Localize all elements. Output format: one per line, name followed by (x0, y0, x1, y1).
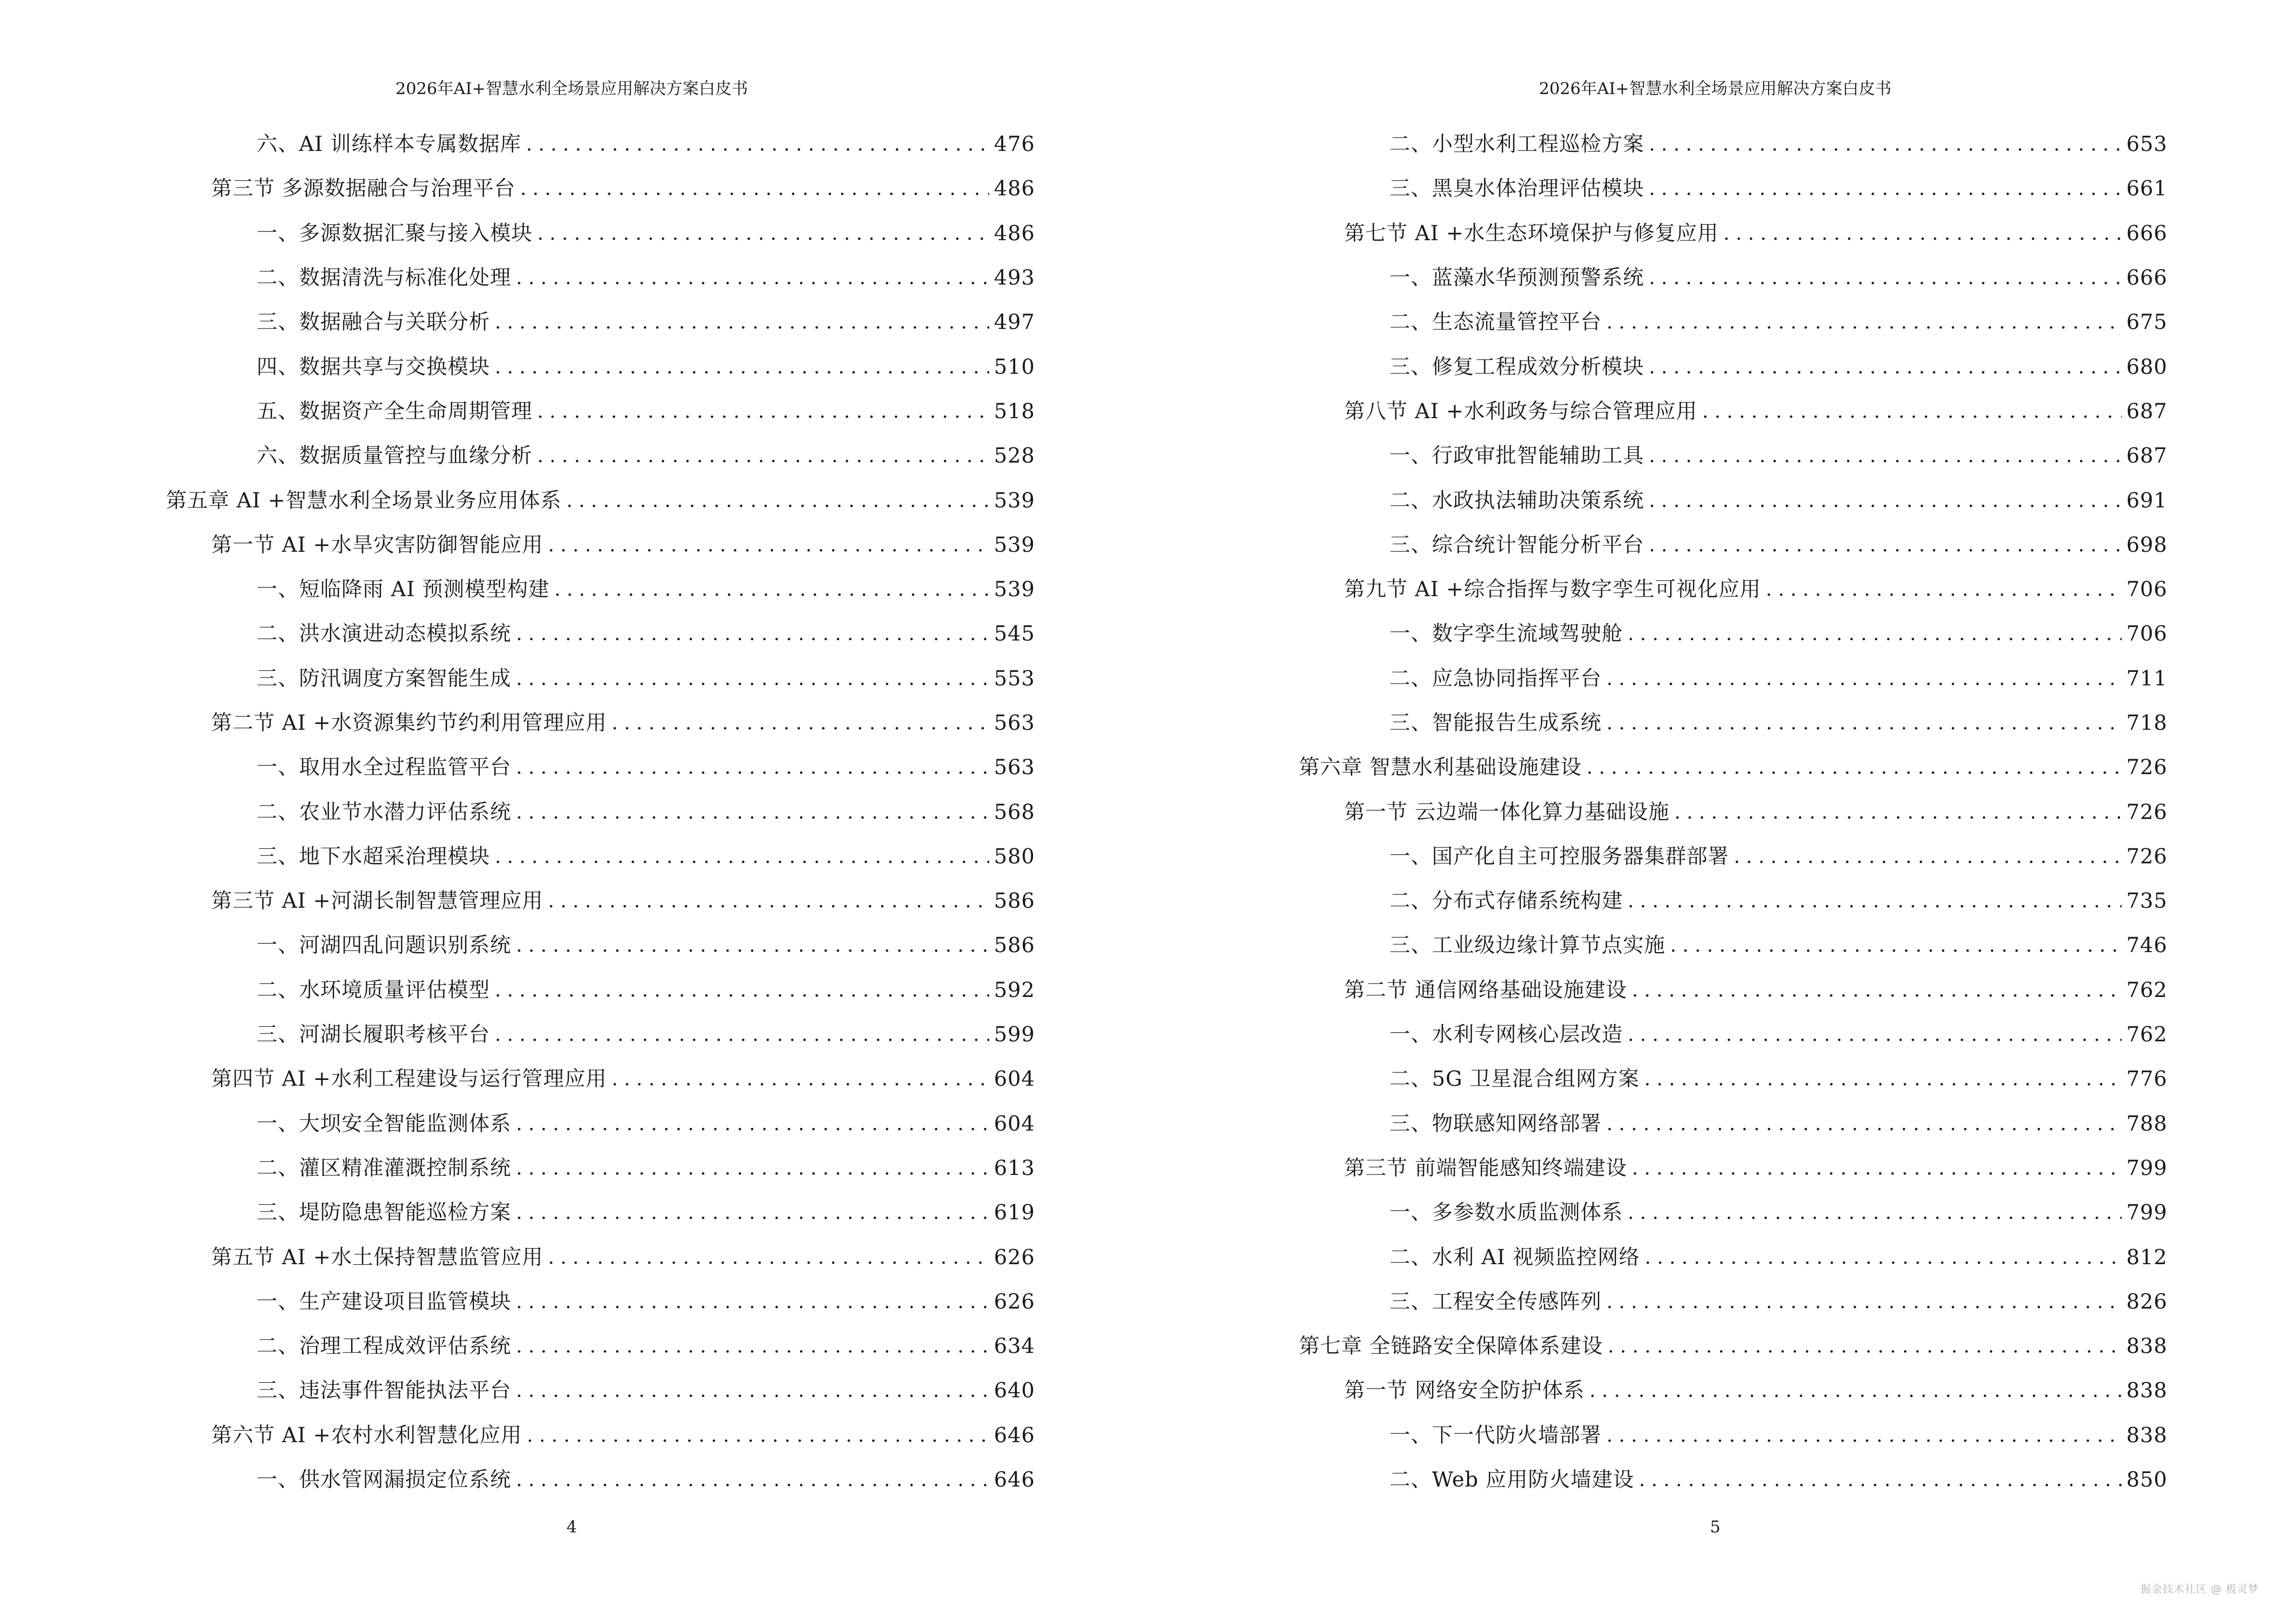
toc-entry-title: 三、堤防隐患智能巡检方案 (257, 1201, 511, 1225)
right-page (1144, 0, 2287, 1624)
dot-leader (495, 355, 989, 380)
toc-entry-page-number: 735 (2126, 889, 2167, 914)
toc-entry-page-number: 539 (994, 577, 1035, 602)
toc-entry[interactable] (1299, 1235, 2167, 1279)
toc-entry-page-number: 653 (2126, 132, 2167, 157)
dot-leader (1632, 978, 2122, 1003)
toc-entry-page-number: 706 (2126, 622, 2167, 646)
toc-entry-title: 第六章 智慧水利基础设施建设 (1299, 755, 1582, 780)
toc-entry[interactable] (166, 968, 1035, 1012)
toc-entry[interactable] (166, 1146, 1035, 1190)
dot-leader (1628, 1022, 2122, 1047)
toc-entry[interactable] (1299, 1458, 2167, 1502)
toc-entry-page-number: 568 (994, 800, 1035, 824)
toc-entry-title: 二、5G 卫星混合组网方案 (1389, 1067, 1640, 1092)
page-number: 4 (566, 1517, 577, 1537)
toc-entry-title: 一、行政审批智能辅助工具 (1389, 444, 1644, 468)
toc-entry[interactable] (166, 612, 1035, 656)
toc-entry[interactable] (166, 1413, 1035, 1458)
dot-leader (1639, 1467, 2122, 1492)
toc-entry[interactable] (166, 790, 1035, 834)
table-of-contents (1299, 122, 2167, 1502)
toc-entry[interactable] (1299, 612, 2167, 656)
toc-entry-title: 一、下一代防火墙部署 (1389, 1423, 1602, 1447)
toc-entry-title: 二、治理工程成效评估系统 (257, 1334, 511, 1359)
dot-leader (566, 488, 989, 513)
toc-entry[interactable] (166, 1190, 1035, 1235)
toc-entry-title: 一、国产化自主可控服务器集群部署 (1389, 844, 1729, 869)
toc-entry-title: 三、河湖长履职考核平台 (257, 1023, 490, 1047)
toc-entry[interactable] (166, 923, 1035, 968)
dot-leader (1606, 1423, 2122, 1448)
toc-entry-page-number: 486 (994, 221, 1035, 246)
toc-entry[interactable] (166, 701, 1035, 745)
toc-entry[interactable] (1299, 1324, 2167, 1368)
toc-entry[interactable] (166, 834, 1035, 879)
toc-entry-page-number: 604 (994, 1067, 1035, 1092)
toc-entry[interactable] (166, 879, 1035, 923)
toc-entry[interactable] (166, 567, 1035, 612)
dot-leader (516, 1156, 989, 1181)
toc-entry[interactable] (1299, 1146, 2167, 1190)
toc-entry-page-number: 604 (994, 1111, 1035, 1136)
toc-entry[interactable] (166, 1368, 1035, 1413)
toc-entry-title: 一、河湖四乱问题识别系统 (257, 933, 511, 958)
dot-leader (516, 933, 989, 958)
toc-entry[interactable] (166, 434, 1035, 478)
toc-entry-title: 第一节 云边端一体化算力基础设施 (1344, 800, 1670, 824)
toc-entry-title: 第七节 AI +水生态环境保护与修复应用 (1344, 221, 1719, 246)
toc-entry[interactable] (1299, 166, 2167, 211)
toc-entry-page-number: 626 (994, 1289, 1035, 1314)
toc-entry[interactable] (1299, 344, 2167, 389)
toc-entry[interactable] (1299, 701, 2167, 745)
toc-entry-title: 二、小型水利工程巡检方案 (1389, 132, 1644, 157)
toc-entry-page-number: 726 (2126, 755, 2167, 780)
toc-entry-title: 一、取用水全过程监管平台 (257, 755, 511, 780)
dot-leader (1606, 310, 2122, 335)
toc-entry-title: 三、物联感知网络部署 (1389, 1111, 1602, 1136)
toc-entry-title: 一、数字孪生流域驾驶舱 (1389, 622, 1623, 646)
toc-entry-page-number: 486 (994, 177, 1035, 201)
toc-entry-page-number: 726 (2126, 844, 2167, 869)
dot-leader (520, 176, 989, 201)
toc-entry-page-number: 586 (994, 933, 1035, 958)
running-header: 2026年AI+智慧水利全场景应用解决方案白皮书 (1539, 79, 1892, 98)
toc-entry-title: 六、AI 训练样本专属数据库 (257, 132, 521, 157)
toc-entry-title: 二、Web 应用防火墙建设 (1389, 1468, 1634, 1492)
toc-entry[interactable] (166, 478, 1035, 522)
toc-entry-page-number: 545 (994, 622, 1035, 646)
toc-entry-title: 三、违法事件智能执法平台 (257, 1378, 511, 1403)
toc-entry[interactable] (1299, 1057, 2167, 1101)
toc-entry[interactable] (166, 745, 1035, 790)
toc-entry[interactable] (1299, 523, 2167, 567)
toc-entry[interactable] (166, 1324, 1035, 1368)
running-header: 2026年AI+智慧水利全场景应用解决方案白皮书 (395, 79, 748, 98)
dot-leader (516, 666, 989, 691)
dot-leader (516, 1111, 989, 1136)
toc-entry-title: 第五章 AI +智慧水利全场景业务应用体系 (166, 488, 562, 513)
toc-entry[interactable] (1299, 256, 2167, 300)
toc-entry[interactable] (166, 1458, 1035, 1502)
dot-leader (1649, 443, 2122, 468)
dot-leader (1670, 933, 2122, 958)
toc-entry-title: 第三节 多源数据融合与治理平台 (211, 177, 516, 201)
dot-leader (495, 1022, 989, 1047)
toc-entry-page-number: 680 (2126, 355, 2167, 379)
toc-entry[interactable] (166, 300, 1035, 344)
dot-leader (1632, 1156, 2122, 1181)
dot-leader (1766, 577, 2122, 602)
toc-entry[interactable] (1299, 1368, 2167, 1413)
toc-entry-page-number: 706 (2126, 577, 2167, 602)
dot-leader (1644, 1066, 2122, 1092)
toc-entry[interactable] (166, 389, 1035, 434)
dot-leader (495, 978, 989, 1003)
dot-leader (1649, 532, 2122, 558)
toc-entry-page-number: 838 (2126, 1334, 2167, 1359)
toc-entry-page-number: 599 (994, 1023, 1035, 1047)
toc-entry-title: 一、大坝安全智能监测体系 (257, 1111, 511, 1136)
toc-entry-title: 第七章 全链路安全保障体系建设 (1299, 1334, 1603, 1359)
dot-leader (1702, 399, 2122, 424)
toc-entry-title: 第六节 AI +农村水利智慧化应用 (211, 1423, 522, 1447)
toc-entry[interactable] (166, 1057, 1035, 1101)
dot-leader (1628, 1200, 2122, 1225)
toc-entry-page-number: 762 (2126, 978, 2167, 1002)
toc-entry-page-number: 539 (994, 532, 1035, 557)
dot-leader (612, 1066, 989, 1092)
toc-entry-title: 第五节 AI +水土保持智慧监管应用 (211, 1245, 544, 1269)
toc-entry-title: 第二节 AI +水资源集约节约利用管理应用 (211, 711, 607, 735)
toc-entry[interactable] (1299, 1280, 2167, 1324)
toc-entry-page-number: 634 (994, 1334, 1035, 1359)
toc-entry[interactable] (1299, 434, 2167, 478)
toc-entry-page-number: 528 (994, 444, 1035, 468)
dot-leader (537, 443, 989, 468)
dot-leader (1590, 1378, 2122, 1403)
toc-entry-title: 一、供水管网漏损定位系统 (257, 1468, 511, 1492)
toc-entry[interactable] (1299, 923, 2167, 968)
toc-entry-page-number: 687 (2126, 444, 2167, 468)
toc-entry-page-number: 799 (2126, 1156, 2167, 1180)
toc-entry-page-number: 518 (994, 399, 1035, 423)
toc-entry-page-number: 776 (2126, 1067, 2167, 1092)
toc-entry-title: 第四节 AI +水利工程建设与运行管理应用 (211, 1067, 607, 1092)
dot-leader (1606, 1111, 2122, 1136)
toc-entry-page-number: 510 (994, 355, 1035, 379)
dot-leader (495, 844, 989, 869)
dot-leader (537, 399, 989, 424)
dot-leader (527, 1423, 989, 1448)
toc-entry-title: 一、蓝藻水华预测预警系统 (1389, 266, 1644, 290)
toc-entry-title: 三、修复工程成效分析模块 (1389, 355, 1644, 379)
toc-entry-page-number: 675 (2126, 310, 2167, 335)
toc-entry-title: 第八节 AI +水利政务与综合管理应用 (1344, 399, 1698, 423)
table-of-contents (166, 122, 1035, 1502)
toc-entry-page-number: 666 (2126, 266, 2167, 290)
toc-entry[interactable] (166, 166, 1035, 211)
toc-entry-title: 二、农业节水潜力评估系统 (257, 800, 511, 824)
toc-entry-page-number: 666 (2126, 221, 2167, 246)
toc-entry-title: 一、多参数水质监测体系 (1389, 1201, 1623, 1225)
dot-leader (548, 888, 989, 914)
toc-entry-title: 第九节 AI +综合指挥与数字孪生可视化应用 (1344, 577, 1761, 602)
toc-entry[interactable] (1299, 389, 2167, 434)
toc-entry-page-number: 691 (2126, 488, 2167, 513)
toc-entry-title: 三、数据融合与关联分析 (257, 310, 490, 335)
toc-entry[interactable] (1299, 834, 2167, 879)
toc-entry-page-number: 493 (994, 266, 1035, 290)
toc-entry-page-number: 661 (2126, 177, 2167, 201)
dot-leader (1649, 176, 2122, 201)
toc-entry[interactable] (1299, 1190, 2167, 1235)
dot-leader (495, 310, 989, 335)
toc-entry-title: 一、多源数据汇聚与接入模块 (257, 221, 532, 246)
dot-leader (1606, 666, 2122, 691)
toc-entry-title: 第一节 网络安全防护体系 (1344, 1378, 1585, 1403)
dot-leader (1734, 844, 2122, 869)
toc-entry[interactable] (1299, 567, 2167, 612)
toc-entry[interactable] (1299, 968, 2167, 1012)
toc-entry[interactable] (1299, 1012, 2167, 1057)
toc-entry-title: 二、灌区精准灌溉控制系统 (257, 1156, 511, 1180)
toc-entry[interactable] (1299, 879, 2167, 923)
toc-entry-title: 六、数据质量管控与血缘分析 (257, 444, 532, 468)
toc-entry-page-number: 762 (2126, 1023, 2167, 1047)
dot-leader (1649, 265, 2122, 290)
toc-entry-page-number: 613 (994, 1156, 1035, 1180)
toc-entry-title: 三、综合统计智能分析平台 (1389, 532, 1644, 557)
toc-entry[interactable] (1299, 1413, 2167, 1458)
dot-leader (1723, 221, 2122, 246)
toc-entry-page-number: 726 (2126, 800, 2167, 824)
dot-leader (516, 265, 989, 290)
toc-entry-page-number: 580 (994, 844, 1035, 869)
toc-entry-page-number: 497 (994, 310, 1035, 335)
toc-entry-title: 第一节 AI +水旱灾害防御智能应用 (211, 532, 544, 557)
toc-entry[interactable] (166, 656, 1035, 701)
toc-entry[interactable] (166, 1235, 1035, 1279)
toc-entry[interactable] (166, 1012, 1035, 1057)
dot-leader (537, 221, 989, 246)
toc-entry-page-number: 850 (2126, 1468, 2167, 1492)
toc-entry-title: 三、防汛调度方案智能生成 (257, 666, 511, 691)
toc-entry-page-number: 646 (994, 1468, 1035, 1492)
toc-entry[interactable] (166, 344, 1035, 389)
dot-leader (1649, 132, 2122, 157)
toc-entry-title: 一、短临降雨 AI 预测模型构建 (257, 577, 550, 602)
toc-entry-title: 三、工业级边缘计算节点实施 (1389, 933, 1665, 958)
toc-entry[interactable] (1299, 745, 2167, 790)
toc-entry[interactable] (166, 1280, 1035, 1324)
toc-entry-page-number: 687 (2126, 399, 2167, 423)
toc-entry-title: 第二节 通信网络基础设施建设 (1344, 978, 1627, 1002)
toc-entry-page-number: 619 (994, 1201, 1035, 1225)
toc-entry[interactable] (1299, 790, 2167, 834)
toc-entry-page-number: 718 (2126, 711, 2167, 735)
toc-entry[interactable] (1299, 656, 2167, 701)
toc-entry[interactable] (166, 523, 1035, 567)
dot-leader (1674, 800, 2122, 825)
page-number: 5 (1710, 1517, 1721, 1537)
toc-entry[interactable] (1299, 478, 2167, 522)
dot-leader (1645, 1245, 2122, 1270)
dot-leader (516, 1200, 989, 1225)
toc-entry-title: 四、数据共享与交换模块 (257, 355, 490, 379)
toc-entry-page-number: 799 (2126, 1201, 2167, 1225)
toc-entry-page-number: 586 (994, 889, 1035, 914)
toc-entry-title: 第三节 AI +河湖长制智慧管理应用 (211, 889, 544, 914)
toc-entry-title: 二、洪水演进动态模拟系统 (257, 622, 511, 646)
toc-entry-page-number: 788 (2126, 1111, 2167, 1136)
toc-entry[interactable] (166, 1102, 1035, 1146)
toc-entry-page-number: 640 (994, 1378, 1035, 1403)
toc-entry-page-number: 838 (2126, 1423, 2167, 1447)
dot-leader (1606, 1289, 2122, 1314)
toc-entry-page-number: 711 (2126, 666, 2167, 691)
toc-entry-title: 三、黑臭水体治理评估模块 (1389, 177, 1644, 201)
toc-entry-page-number: 826 (2126, 1289, 2167, 1314)
dot-leader (554, 577, 989, 602)
dot-leader (516, 755, 989, 780)
toc-entry-title: 一、水利专网核心层改造 (1389, 1023, 1623, 1047)
toc-entry-title: 二、水政执法辅助决策系统 (1389, 488, 1644, 513)
toc-entry-title: 二、水环境质量评估模型 (257, 978, 490, 1002)
toc-entry-page-number: 698 (2126, 532, 2167, 557)
toc-entry[interactable] (1299, 122, 2167, 166)
dot-leader (612, 710, 989, 736)
toc-entry-title: 一、生产建设项目监管模块 (257, 1289, 511, 1314)
dot-leader (516, 1334, 989, 1359)
toc-entry-page-number: 539 (994, 488, 1035, 513)
dot-leader (526, 132, 989, 157)
dot-leader (516, 621, 989, 646)
toc-entry-page-number: 553 (994, 666, 1035, 691)
dot-leader (1649, 355, 2122, 380)
toc-entry-page-number: 646 (994, 1423, 1035, 1447)
dot-leader (516, 1289, 989, 1314)
toc-entry-title: 三、地下水超采治理模块 (257, 844, 490, 869)
toc-entry-title: 五、数据资产全生命周期管理 (257, 399, 532, 423)
toc-entry-page-number: 812 (2126, 1245, 2167, 1269)
watermark: 掘金技术社区 @ 极灵梦 (2140, 1583, 2259, 1596)
dot-leader (548, 1245, 989, 1270)
toc-entry[interactable] (1299, 211, 2167, 256)
toc-entry-title: 二、数据清洗与标准化处理 (257, 266, 511, 290)
dot-leader (1608, 1334, 2122, 1359)
toc-entry-title: 三、智能报告生成系统 (1389, 711, 1602, 735)
dot-leader (548, 532, 989, 558)
toc-entry[interactable] (166, 122, 1035, 166)
dot-leader (1606, 710, 2122, 736)
toc-entry-page-number: 592 (994, 978, 1035, 1002)
dot-leader (1628, 621, 2122, 646)
toc-entry-title: 三、工程安全传感阵列 (1389, 1289, 1602, 1314)
toc-entry[interactable] (166, 211, 1035, 256)
toc-entry-page-number: 563 (994, 711, 1035, 735)
dot-leader (516, 1467, 989, 1492)
toc-entry[interactable] (166, 256, 1035, 300)
toc-entry-title: 二、水利 AI 视频监控网络 (1389, 1245, 1640, 1269)
dot-leader (1587, 755, 2122, 780)
dot-leader (516, 1378, 989, 1403)
toc-entry-title: 二、应急协同指挥平台 (1389, 666, 1602, 691)
dot-leader (1649, 488, 2122, 513)
toc-entry-page-number: 746 (2126, 933, 2167, 958)
toc-entry[interactable] (1299, 300, 2167, 344)
toc-entry-title: 二、生态流量管控平台 (1389, 310, 1602, 335)
dot-leader (1628, 888, 2122, 914)
toc-entry-page-number: 563 (994, 755, 1035, 780)
toc-entry-page-number: 476 (994, 132, 1035, 157)
toc-entry-title: 二、分布式存储系统构建 (1389, 889, 1623, 914)
toc-entry[interactable] (1299, 1102, 2167, 1146)
toc-entry-page-number: 838 (2126, 1378, 2167, 1403)
dot-leader (516, 800, 989, 825)
toc-entry-title: 第三节 前端智能感知终端建设 (1344, 1156, 1627, 1180)
toc-entry-page-number: 626 (994, 1245, 1035, 1269)
